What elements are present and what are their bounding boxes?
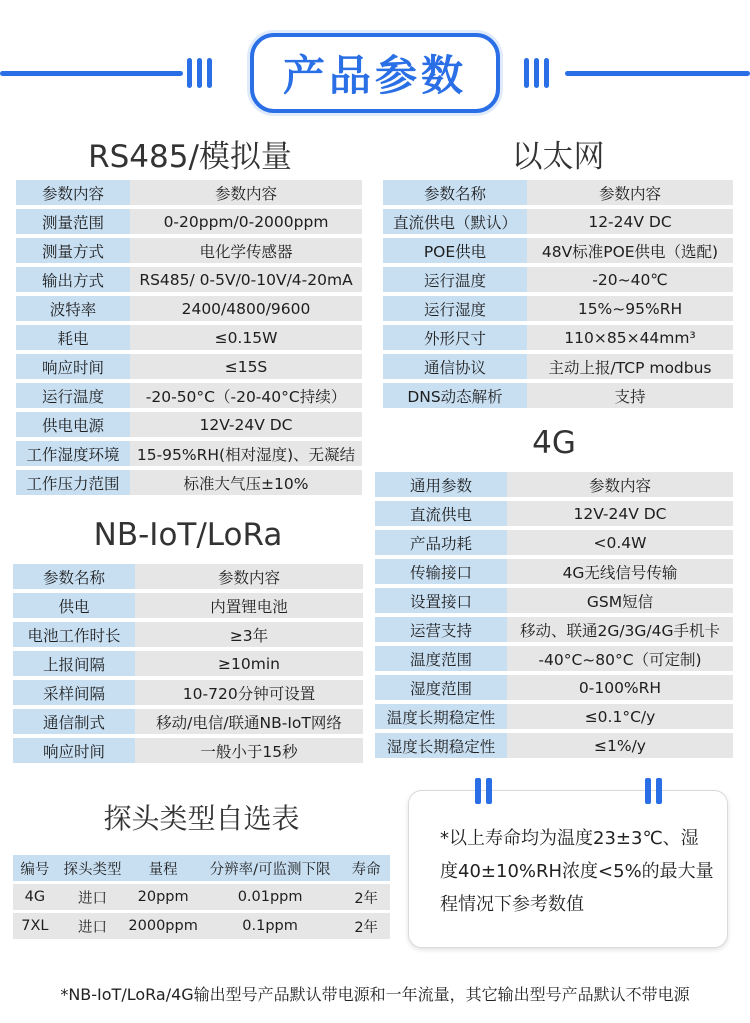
param-name: 工作湿度环境 — [16, 441, 130, 466]
table-row — [383, 325, 733, 350]
param-name: 温度长期稳定性 — [375, 704, 507, 729]
param-name: 设置接口 — [375, 588, 507, 613]
param-value: 标准大气压±10% — [130, 470, 362, 495]
column-header-name: 参数名称 — [383, 180, 527, 205]
table-row — [375, 646, 733, 671]
param-name: 湿度范围 — [375, 675, 507, 700]
table-row — [13, 622, 363, 647]
table-row — [16, 209, 362, 234]
param-value: 15%~95%RH — [527, 296, 733, 321]
table-row — [16, 383, 362, 408]
header-bars-right — [524, 58, 549, 88]
probe-col-range: 量程 — [128, 855, 197, 881]
g4-title: 4G — [532, 425, 576, 461]
table-row — [13, 651, 363, 676]
table-row — [16, 296, 362, 321]
param-name: DNS动态解析 — [383, 383, 527, 408]
table-row — [383, 238, 733, 263]
param-name: 工作压力范围 — [16, 470, 130, 495]
probe-cell: 20ppm — [128, 884, 197, 910]
probe-table — [13, 852, 390, 942]
param-name: 测量范围 — [16, 209, 130, 234]
param-value: RS485/ 0-5V/0-10V/4-20mA — [130, 267, 362, 292]
probe-cell: 0.1ppm — [198, 913, 343, 939]
param-value: 110×85×44mm³ — [527, 325, 733, 350]
table-row — [16, 412, 362, 437]
probe-col-id: 编号 — [13, 855, 57, 881]
column-header-value: 参数内容 — [130, 180, 362, 205]
param-value: -40°C~80°C（可定制) — [507, 646, 733, 671]
param-name: 通信协议 — [383, 354, 527, 379]
param-name: 外形尺寸 — [383, 325, 527, 350]
param-value: ≤15S — [130, 354, 362, 379]
param-name: 波特率 — [16, 296, 130, 321]
probe-cell: 7XL — [13, 913, 57, 939]
param-value: 4G无线信号传输 — [507, 559, 733, 584]
table-row — [16, 354, 362, 379]
param-value: -20-50°C（-20-40°C持续） — [130, 383, 362, 408]
param-value: 15-95%RH(相对湿度)、无凝结 — [130, 441, 362, 466]
param-name: 通信制式 — [13, 709, 135, 734]
probe-cell: 2年 — [342, 884, 390, 910]
param-name: 耗电 — [16, 325, 130, 350]
header-line-right — [565, 71, 750, 76]
table-row — [16, 441, 362, 466]
param-value: 0-100%RH — [507, 675, 733, 700]
param-value: <0.4W — [507, 530, 733, 555]
param-name: 供电 — [13, 593, 135, 618]
param-value: 电化学传感器 — [130, 238, 362, 263]
param-name: 运行温度 — [383, 267, 527, 292]
probe-title: 探头类型自选表 — [103, 802, 300, 835]
table-row — [383, 267, 733, 292]
ethernet-table — [383, 176, 733, 412]
table-row — [375, 559, 733, 584]
table-row — [16, 325, 362, 350]
param-name: 湿度长期稳定性 — [375, 733, 507, 758]
column-header-value: 参数内容 — [135, 564, 363, 589]
param-name: 上报间隔 — [13, 651, 135, 676]
probe-header-row — [13, 855, 390, 881]
param-value: 内置锂电池 — [135, 593, 363, 618]
param-value: 12V-24V DC — [130, 412, 362, 437]
param-name: 测量方式 — [16, 238, 130, 263]
note-clip-right — [645, 778, 662, 804]
column-header-name: 参数名称 — [13, 564, 135, 589]
param-name: POE供电 — [383, 238, 527, 263]
table-row — [13, 738, 363, 763]
param-value: 支持 — [527, 383, 733, 408]
param-value: 0-20ppm/0-2000ppm — [130, 209, 362, 234]
nbiot-table — [13, 560, 363, 767]
param-name: 运行湿度 — [383, 296, 527, 321]
footer-note: *NB-IoT/LoRa/4G输出型号产品默认带电源和一年流量，其它输出型号产品默认不带电源 — [60, 985, 690, 1004]
note-clip-left — [475, 778, 492, 804]
table-row — [375, 530, 733, 555]
param-name: 电池工作时长 — [13, 622, 135, 647]
param-value: 2400/4800/9600 — [130, 296, 362, 321]
param-value: 移动、联通2G/3G/4G手机卡 — [507, 617, 733, 642]
table-row — [13, 709, 363, 734]
column-header-value: 参数内容 — [527, 180, 733, 205]
param-value: 移动/电信/联通NB-IoT网络 — [135, 709, 363, 734]
ethernet-header-row — [383, 180, 733, 205]
param-name: 输出方式 — [16, 267, 130, 292]
param-value: GSM短信 — [507, 588, 733, 613]
g4-table — [375, 468, 733, 762]
param-value: 主动上报/TCP modbus — [527, 354, 733, 379]
table-row — [375, 501, 733, 526]
note-text: *以上寿命均为温度23±3℃、湿度40±10%RH浓度<5%的最大量程情况下参考数值 — [440, 828, 714, 915]
header-badge — [250, 33, 500, 113]
param-name: 响应时间 — [16, 354, 130, 379]
table-row — [16, 470, 362, 495]
probe-col-resolution: 分辨率/可监测下限 — [198, 855, 343, 881]
param-name: 采样间隔 — [13, 680, 135, 705]
table-row — [13, 884, 390, 910]
rs485-table — [16, 176, 362, 499]
param-name: 产品功耗 — [375, 530, 507, 555]
param-name: 运营支持 — [375, 617, 507, 642]
param-value: ≥3年 — [135, 622, 363, 647]
table-row — [13, 593, 363, 618]
table-row — [375, 588, 733, 613]
probe-col-life: 寿命 — [342, 855, 390, 881]
table-row — [383, 383, 733, 408]
probe-cell: 2000ppm — [128, 913, 197, 939]
table-row — [383, 296, 733, 321]
ethernet-title: 以太网 — [511, 139, 605, 175]
column-header-name: 通用参数 — [375, 472, 507, 497]
rs485-header-row — [16, 180, 362, 205]
param-value: ≤1%/y — [507, 733, 733, 758]
table-row — [13, 913, 390, 939]
probe-cell: 0.01ppm — [198, 884, 343, 910]
g4-header-row — [375, 472, 733, 497]
column-header-name: 参数内容 — [16, 180, 130, 205]
nbiot-title: NB-IoT/LoRa — [93, 517, 283, 553]
param-name: 响应时间 — [13, 738, 135, 763]
header-line-left — [0, 71, 183, 76]
param-name: 运行温度 — [16, 383, 130, 408]
param-name: 传输接口 — [375, 559, 507, 584]
probe-cell: 进口 — [57, 913, 129, 939]
table-row — [16, 238, 362, 263]
nbiot-header-row — [13, 564, 363, 589]
table-row — [383, 209, 733, 234]
table-row — [375, 733, 733, 758]
param-name: 直流供电 — [375, 501, 507, 526]
table-row — [375, 675, 733, 700]
param-value: ≥10min — [135, 651, 363, 676]
header-bars-left — [187, 58, 212, 88]
param-value: ≤0.1°C/y — [507, 704, 733, 729]
probe-cell: 进口 — [57, 884, 129, 910]
param-value: ≤0.15W — [130, 325, 362, 350]
param-name: 直流供电（默认） — [383, 209, 527, 234]
param-value: 10-720分钟可设置 — [135, 680, 363, 705]
probe-cell: 2年 — [342, 913, 390, 939]
param-value: 一般小于15秒 — [135, 738, 363, 763]
column-header-value: 参数内容 — [507, 472, 733, 497]
page-title: 产品参数 — [282, 51, 467, 100]
param-name: 供电电源 — [16, 412, 130, 437]
param-value: -20~40℃ — [527, 267, 733, 292]
param-name: 温度范围 — [375, 646, 507, 671]
rs485-title: RS485/模拟量 — [88, 139, 292, 175]
probe-cell: 4G — [13, 884, 57, 910]
table-row — [13, 680, 363, 705]
param-value: 12-24V DC — [527, 209, 733, 234]
table-row — [16, 267, 362, 292]
table-row — [375, 704, 733, 729]
probe-col-type: 探头类型 — [57, 855, 129, 881]
table-row — [383, 354, 733, 379]
param-value: 48V标准POE供电（选配) — [527, 238, 733, 263]
param-value: 12V-24V DC — [507, 501, 733, 526]
table-row — [375, 617, 733, 642]
